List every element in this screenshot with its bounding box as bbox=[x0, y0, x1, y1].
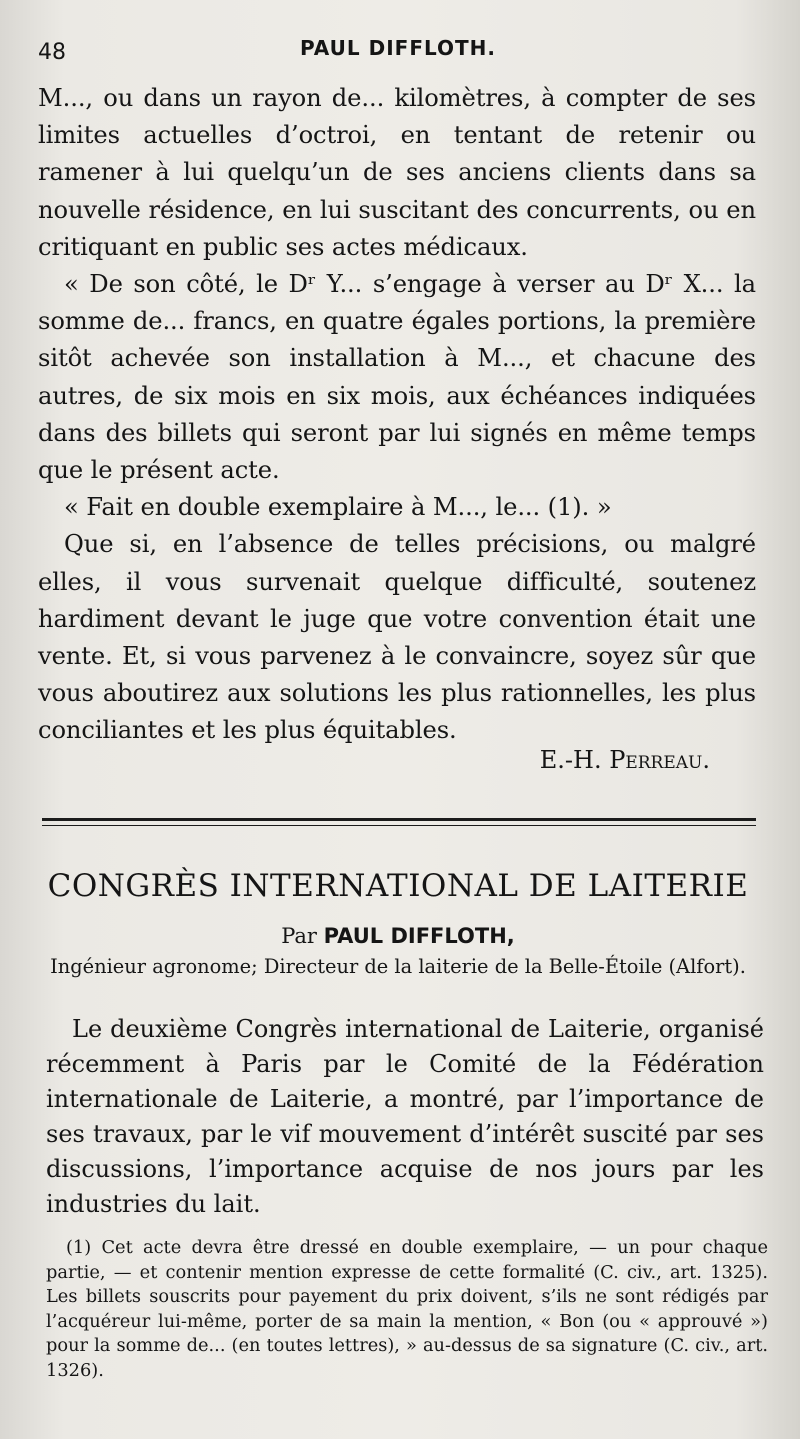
paragraph-4: Que si, en l’absence de telles précisions, ou malgré elles, il vous survenait quelque difficulté, soutenez hardiment devant le juge que votre convention était une vente. Et, si vous parvenez à le convaincre, soyez sûr que vous aboutirez aux solutions les plus rationnelles, les plus conciliantes et les plus équitables. bbox=[38, 530, 756, 745]
footnote bbox=[46, 1236, 768, 1384]
byline bbox=[38, 924, 758, 948]
article-title: CONGRÈS INTERNATIONAL DE LAITERIE bbox=[47, 868, 749, 904]
intro-paragraph: Le deuxième Congrès international de Laiterie, organisé récemment à Paris par le Comité de la Fédération internationale de Laiterie, a montré, par l’importance de ses travaux, par le vif mouvement d’intérêt suscité par ses discussions, l’importance acquise de nos jours par les industries du lait. bbox=[46, 1015, 764, 1218]
page-number: 48 bbox=[38, 40, 66, 65]
article-continuation bbox=[38, 80, 756, 750]
author-affiliation: Ingénieur agronome; Directeur de la laiterie de la Belle-Étoile (Alfort). bbox=[50, 955, 746, 978]
footnote-text: (1) Cet acte devra être dressé en double exemplaire, — un pour chaque partie, — et contenir mention expresse de cette formalité (C. civ., art. 1325). Les billets souscrits pour payement du prix doivent, s’ils ne sont rédigés par l’acquéreur lui-même, porter de sa main la mention, « Bon (ou « approuvé ») pour la somme de... (en toutes lettres), » au-dessus de sa signature (C. civ., art. 1326). bbox=[46, 1237, 768, 1381]
running-head: PAUL DIFFLOTH. bbox=[299, 36, 496, 60]
byline-author: PAUL DIFFLOTH, bbox=[323, 924, 515, 948]
author-signature: E.-H. Perreau. bbox=[539, 746, 710, 774]
page-header bbox=[38, 30, 758, 70]
paragraph-2: « De son côté, le Dʳ Y... s’engage à verser au Dʳ X... la somme de... francs, en quatre égales portions, la première sitôt achevée son installation à M..., et chacune des autres, de six mois en six mois, aux échéances indiquées dans des billets qui seront par lui signés en même temps que le présent acte. bbox=[38, 270, 756, 485]
section-divider bbox=[42, 818, 756, 826]
paragraph-3: « Fait en double exemplaire à M..., le... (1). » bbox=[64, 493, 612, 522]
article-intro bbox=[46, 1012, 764, 1222]
paragraph-1: M..., ou dans un rayon de... kilomètres, à compter de ses limites actuelles d’octroi, en tentant de retenir ou ramener à lui quelqu’un de ses anciens clients dans sa nouvelle résidence, en lui suscitant des concurrents, ou en critiquant en public ses actes médicaux. bbox=[38, 84, 756, 261]
byline-prefix: Par bbox=[281, 924, 317, 948]
